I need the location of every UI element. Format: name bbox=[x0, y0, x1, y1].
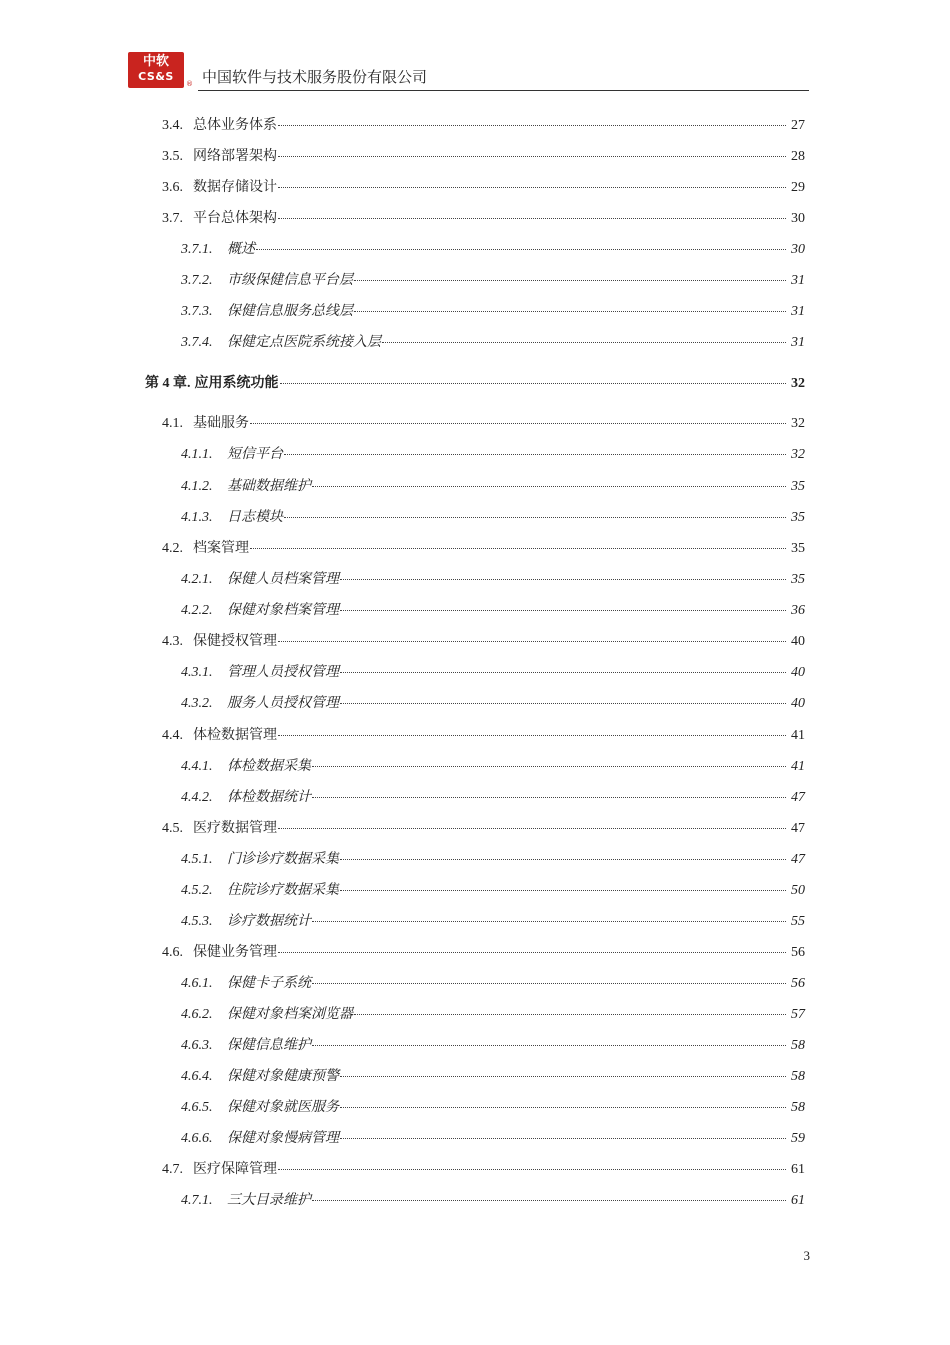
toc-entry-page: 40 bbox=[791, 634, 805, 649]
toc-entry-page: 47 bbox=[791, 852, 805, 867]
toc-entry-title: 保健人员档案管理 bbox=[227, 572, 339, 587]
toc-entry-title: 三大目录维护 bbox=[227, 1193, 311, 1208]
toc-entry-number: 4.3. bbox=[162, 634, 183, 649]
toc-dot-leader bbox=[312, 797, 786, 798]
toc-entry-page: 30 bbox=[791, 211, 805, 226]
toc-entry-title: 基础服务 bbox=[193, 416, 249, 431]
toc-entry[interactable] bbox=[181, 508, 805, 528]
toc-entry-page: 35 bbox=[791, 572, 805, 587]
toc-entry[interactable] bbox=[181, 333, 805, 353]
toc-entry-number: 4.6.4. bbox=[181, 1069, 213, 1084]
company-name: 中国软件与技术服务股份有限公司 bbox=[202, 68, 428, 86]
toc-dot-leader bbox=[278, 125, 786, 126]
toc-entry[interactable] bbox=[181, 694, 805, 714]
toc-entry-page: 40 bbox=[791, 665, 805, 680]
toc-entry-page: 35 bbox=[791, 541, 805, 556]
toc-entry[interactable] bbox=[181, 271, 805, 291]
toc-entry-number: 4.5.3. bbox=[181, 914, 213, 929]
toc-entry-title: 网络部署架构 bbox=[193, 149, 277, 164]
toc-dot-leader bbox=[278, 952, 786, 953]
toc-dot-leader bbox=[278, 641, 786, 642]
toc-dot-leader bbox=[354, 280, 786, 281]
toc-entry-number: 4.4.2. bbox=[181, 790, 213, 805]
registered-mark: ® bbox=[186, 80, 193, 88]
toc-entry[interactable] bbox=[162, 414, 805, 434]
toc-entry[interactable] bbox=[181, 1067, 805, 1087]
toc-entry[interactable] bbox=[162, 819, 805, 839]
toc-dot-leader bbox=[278, 187, 786, 188]
logo-chinese-text: 中软 bbox=[142, 54, 169, 69]
toc-dot-leader bbox=[312, 921, 786, 922]
toc-entry-title: 保健信息服务总线层 bbox=[227, 304, 353, 319]
toc-entry-title: 保健卡子系统 bbox=[227, 976, 311, 991]
toc-dot-leader bbox=[340, 890, 786, 891]
toc-entry-title: 保健对象慢病管理 bbox=[227, 1131, 339, 1146]
toc-entry-title: 体检数据统计 bbox=[227, 790, 311, 805]
toc-entry[interactable] bbox=[181, 912, 805, 932]
toc-dot-leader bbox=[340, 1138, 786, 1139]
toc-entry-title: 平台总体架构 bbox=[193, 211, 277, 226]
toc-entry[interactable] bbox=[181, 1036, 805, 1056]
toc-entry-title: 门诊诊疗数据采集 bbox=[227, 852, 339, 867]
toc-dot-leader bbox=[278, 1169, 786, 1170]
toc-entry-page: 61 bbox=[791, 1162, 805, 1177]
toc-entry-page: 35 bbox=[791, 479, 805, 494]
toc-dot-leader bbox=[340, 579, 786, 580]
toc-entry-number: 4.3.1. bbox=[181, 665, 213, 680]
toc-entry-title: 保健业务管理 bbox=[193, 945, 277, 960]
toc-dot-leader bbox=[354, 311, 786, 312]
toc-entry-page: 31 bbox=[791, 335, 805, 350]
toc-entry-title: 管理人员授权管理 bbox=[227, 665, 339, 680]
toc-entry-page: 47 bbox=[791, 821, 805, 836]
toc-entry-number: 4.1.1. bbox=[181, 447, 213, 462]
toc-entry-page: 56 bbox=[791, 976, 805, 991]
toc-entry-page: 55 bbox=[791, 914, 805, 929]
toc-entry-title: 市级保健信息平台层 bbox=[227, 273, 353, 288]
toc-entry-number: 4.6.5. bbox=[181, 1100, 213, 1115]
toc-dot-leader bbox=[312, 983, 786, 984]
toc-dot-leader bbox=[340, 1107, 786, 1108]
toc-entry[interactable] bbox=[162, 209, 805, 229]
toc-entry[interactable] bbox=[162, 539, 805, 559]
toc-entry-page: 41 bbox=[791, 759, 805, 774]
logo-english-text: CS&S bbox=[138, 70, 174, 83]
toc-entry-number: 4.7. bbox=[162, 1162, 183, 1177]
toc-entry-number: 4.1. bbox=[162, 416, 183, 431]
toc-entry-title: 概述 bbox=[227, 242, 255, 257]
toc-entry[interactable] bbox=[181, 974, 805, 994]
toc-entry-title: 医疗保障管理 bbox=[193, 1162, 277, 1177]
toc-entry-page: 57 bbox=[791, 1007, 805, 1022]
toc-entry-number: 4.4.1. bbox=[181, 759, 213, 774]
toc-dot-leader bbox=[340, 610, 786, 611]
toc-dot-leader bbox=[340, 1076, 786, 1077]
toc-entry-number: 4.6. bbox=[162, 945, 183, 960]
toc-entry[interactable] bbox=[162, 1160, 805, 1180]
toc-entry-number: 3.7. bbox=[162, 211, 183, 226]
toc-entry-number: 4.7.1. bbox=[181, 1193, 213, 1208]
toc-entry-number: 4.2.1. bbox=[181, 572, 213, 587]
toc-dot-leader bbox=[256, 249, 786, 250]
toc-dot-leader bbox=[278, 218, 786, 219]
toc-entry-page: 41 bbox=[791, 728, 805, 743]
toc-entry-title: 保健信息维护 bbox=[227, 1038, 311, 1053]
toc-entry[interactable] bbox=[162, 147, 805, 167]
toc-entry-page: 28 bbox=[791, 149, 805, 164]
toc-entry[interactable] bbox=[181, 240, 805, 260]
toc-entry-number: 3.4. bbox=[162, 118, 183, 133]
toc-entry[interactable] bbox=[181, 1129, 805, 1149]
toc-dot-leader bbox=[340, 859, 786, 860]
toc-entry[interactable] bbox=[181, 1098, 805, 1118]
toc-entry-title: 服务人员授权管理 bbox=[227, 696, 339, 711]
toc-entry[interactable] bbox=[145, 374, 805, 394]
toc-entry-number: 4.2. bbox=[162, 541, 183, 556]
toc-entry-number: 3.7.2. bbox=[181, 273, 213, 288]
toc-entry-title: 保健对象档案浏览器 bbox=[227, 1007, 353, 1022]
toc-entry-number: 4.6.1. bbox=[181, 976, 213, 991]
toc-entry-title: 体检数据采集 bbox=[227, 759, 311, 774]
toc-dot-leader bbox=[278, 828, 786, 829]
toc-dot-leader bbox=[312, 486, 786, 487]
toc-entry-number: 3.7.4. bbox=[181, 335, 213, 350]
toc-entry-page: 32 bbox=[791, 376, 805, 391]
toc-entry-page: 47 bbox=[791, 790, 805, 805]
toc-entry[interactable] bbox=[181, 850, 805, 870]
toc-entry[interactable] bbox=[181, 477, 805, 497]
toc-entry-title: 总体业务体系 bbox=[193, 118, 277, 133]
toc-entry[interactable] bbox=[181, 302, 805, 322]
toc-entry[interactable] bbox=[181, 663, 805, 683]
toc-dot-leader bbox=[284, 454, 786, 455]
toc-entry-title: 保健授权管理 bbox=[193, 634, 277, 649]
toc-entry-page: 30 bbox=[791, 242, 805, 257]
toc-entry[interactable] bbox=[181, 788, 805, 808]
toc-dot-leader bbox=[354, 1014, 786, 1015]
toc-dot-leader bbox=[340, 703, 786, 704]
toc-dot-leader bbox=[312, 766, 786, 767]
toc-entry-number: 4.5.1. bbox=[181, 852, 213, 867]
toc-entry-title: 档案管理 bbox=[193, 541, 249, 556]
toc-entry-page: 50 bbox=[791, 883, 805, 898]
toc-entry-page: 61 bbox=[791, 1193, 805, 1208]
toc-entry-number: 3.5. bbox=[162, 149, 183, 164]
toc-dot-leader bbox=[340, 672, 786, 673]
toc-entry-title: 保健对象档案管理 bbox=[227, 603, 339, 618]
toc-entry-page: 36 bbox=[791, 603, 805, 618]
toc-dot-leader bbox=[250, 423, 786, 424]
toc-entry-title: 应用系统功能 bbox=[194, 376, 279, 391]
toc-entry-page: 31 bbox=[791, 304, 805, 319]
toc-entry-title: 医疗数据管理 bbox=[193, 821, 277, 836]
toc-dot-leader bbox=[278, 156, 786, 157]
toc-entry[interactable] bbox=[162, 178, 805, 198]
toc-dot-leader bbox=[312, 1200, 786, 1201]
toc-entry-page: 59 bbox=[791, 1131, 805, 1146]
toc-dot-leader bbox=[284, 517, 786, 518]
toc-entry-number: 4.3.2. bbox=[181, 696, 213, 711]
toc-entry-page: 32 bbox=[791, 447, 805, 462]
toc-dot-leader bbox=[312, 1045, 786, 1046]
toc-entry[interactable] bbox=[181, 601, 805, 621]
toc-entry-number: 4.1.3. bbox=[181, 510, 213, 525]
toc-entry-page: 58 bbox=[791, 1038, 805, 1053]
toc-entry-number: 4.6.2. bbox=[181, 1007, 213, 1022]
toc-entry[interactable] bbox=[181, 1191, 805, 1211]
toc-entry-number: 4.5. bbox=[162, 821, 183, 836]
toc-entry-page: 56 bbox=[791, 945, 805, 960]
toc-entry[interactable] bbox=[162, 116, 805, 136]
toc-entry[interactable] bbox=[181, 757, 805, 777]
toc-entry-title: 住院诊疗数据采集 bbox=[227, 883, 339, 898]
toc-entry-title: 诊疗数据统计 bbox=[227, 914, 311, 929]
toc-entry-page: 58 bbox=[791, 1100, 805, 1115]
toc-entry-page: 40 bbox=[791, 696, 805, 711]
toc-entry-number: 4.4. bbox=[162, 728, 183, 743]
toc-entry-number: 3.6. bbox=[162, 180, 183, 195]
toc-entry-number: 4.1.2. bbox=[181, 479, 213, 494]
toc-entry[interactable] bbox=[181, 881, 805, 901]
toc-entry-number: 3.7.1. bbox=[181, 242, 213, 257]
toc-entry-title: 数据存储设计 bbox=[193, 180, 277, 195]
toc-dot-leader bbox=[278, 735, 786, 736]
toc-dot-leader bbox=[280, 383, 787, 384]
toc-entry-number: 3.7.3. bbox=[181, 304, 213, 319]
toc-dot-leader bbox=[250, 548, 786, 549]
toc-entry[interactable] bbox=[162, 943, 805, 963]
toc-entry-page: 31 bbox=[791, 273, 805, 288]
toc-entry-title: 保健定点医院系统接入层 bbox=[227, 335, 381, 350]
toc-entry[interactable] bbox=[181, 570, 805, 590]
toc-entry-title: 体检数据管理 bbox=[193, 728, 277, 743]
toc-entry-title: 保健对象健康预警 bbox=[227, 1069, 339, 1084]
toc-entry[interactable] bbox=[181, 445, 805, 465]
toc-entry-number: 第 4 章. bbox=[145, 376, 191, 391]
toc-entry-page: 29 bbox=[791, 180, 805, 195]
toc-entry-page: 58 bbox=[791, 1069, 805, 1084]
toc-entry-page: 35 bbox=[791, 510, 805, 525]
toc-entry-number: 4.6.3. bbox=[181, 1038, 213, 1053]
toc-entry-title: 保健对象就医服务 bbox=[227, 1100, 339, 1115]
toc-entry-number: 4.5.2. bbox=[181, 883, 213, 898]
toc-entry-number: 4.2.2. bbox=[181, 603, 213, 618]
toc-entry[interactable] bbox=[181, 1005, 805, 1025]
toc-entry-title: 日志模块 bbox=[227, 510, 283, 525]
toc-entry-title: 基础数据维护 bbox=[227, 479, 311, 494]
toc-entry-number: 4.6.6. bbox=[181, 1131, 213, 1146]
toc-entry[interactable] bbox=[162, 632, 805, 652]
toc-entry-title: 短信平台 bbox=[227, 447, 283, 462]
toc-entry-page: 27 bbox=[791, 118, 805, 133]
toc-entry[interactable] bbox=[162, 726, 805, 746]
page-number: 3 bbox=[803, 1248, 810, 1263]
toc-entry-page: 32 bbox=[791, 416, 805, 431]
toc-dot-leader bbox=[382, 342, 786, 343]
